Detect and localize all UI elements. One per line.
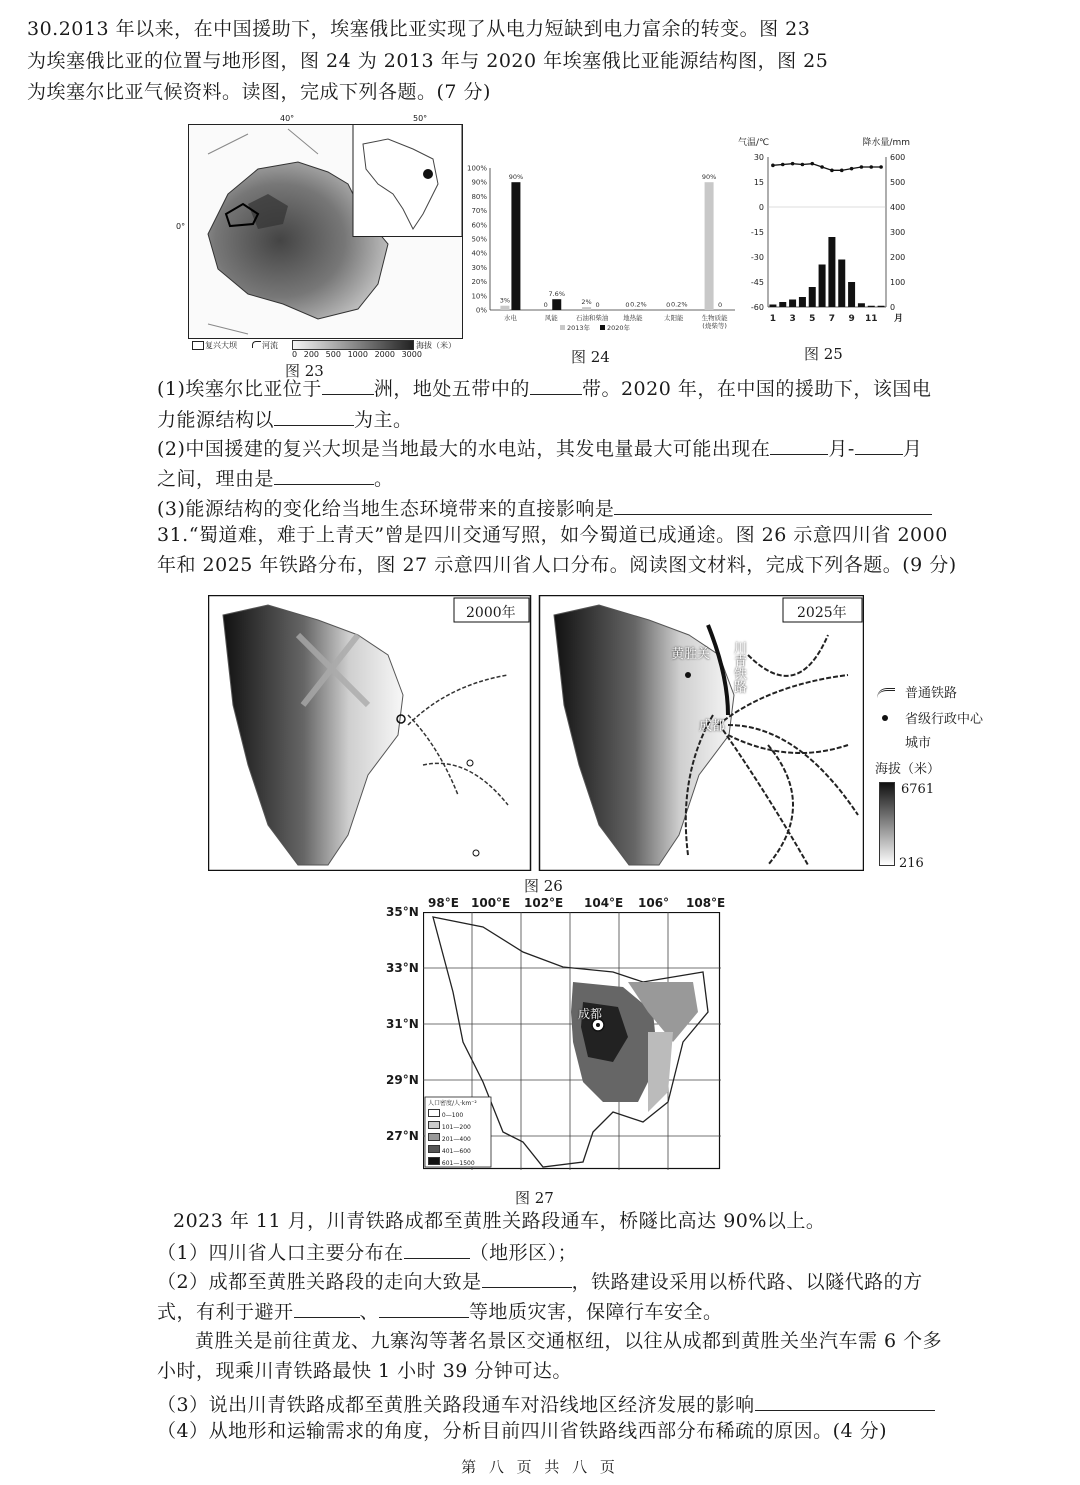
q30-q1-text-e: 为主。 (354, 409, 413, 431)
fig23-elev-tick: 500 (325, 350, 341, 359)
precip-tick-label: 200 (890, 253, 906, 262)
figure-27-population-map (423, 912, 721, 1170)
fig27-legend-label: 101—200 (441, 1124, 471, 1131)
fig27-legend-row-4 (428, 1145, 490, 1157)
fig23-elev-tick: 3000 (401, 350, 422, 359)
y-tick-label: 20% (471, 278, 487, 287)
legend-swatch-2020 (600, 325, 605, 330)
temp-point (810, 162, 814, 166)
data-label: 3% (499, 296, 511, 305)
q30-question-1-line-2 (157, 405, 413, 433)
data-label: 0 (543, 301, 548, 309)
fig27-legend (428, 1099, 490, 1169)
legend-swatch-2013 (560, 325, 565, 330)
precip-bar (819, 265, 826, 308)
fig27-legend-row-2 (428, 1121, 490, 1133)
q30-q3-blank-impact[interactable] (614, 494, 932, 515)
precip-bar (828, 237, 835, 307)
fig23-legend-river: 河流 (262, 341, 278, 350)
q31-q2-blank-hazard-1[interactable] (294, 1297, 360, 1318)
y-tick-label: 0% (475, 306, 487, 315)
temp-axis-label: 气温/℃ (738, 138, 770, 148)
fig27-legend-label: 0—100 (441, 1112, 464, 1119)
fig23-elev-tick: 200 (303, 350, 320, 359)
q31-q2-text-d: 、 (359, 1301, 380, 1323)
temp-tick-label: -15 (750, 228, 764, 237)
data-label: 7.6% (548, 290, 566, 299)
q30-q1-text-a: (1)埃塞尔比亚位于 (157, 378, 322, 400)
fig27-legend-label: 201—400 (441, 1136, 471, 1143)
fig23-lat-0: 0° (176, 222, 186, 231)
category-label: 地热能 (623, 314, 643, 322)
y-tick-label: 60% (471, 221, 487, 230)
q31-q2-text-c: 式，有利于避开 (157, 1301, 294, 1323)
month-tick-label: 5 (809, 314, 816, 324)
precip-bar (838, 260, 845, 308)
q30-q2-text-b: 月- (828, 438, 855, 460)
q31-intro-line-1: 31.“蜀道难，难于上青天”曾是四川交通写照，如今蜀道已成通途。图 26 示意四川省 2000 (157, 524, 948, 546)
fig27-lon-label: 102°E (524, 896, 564, 910)
month-tick-label: 11 (864, 314, 878, 324)
fig27-legend-swatch (428, 1157, 440, 1165)
y-tick-label: 10% (471, 292, 487, 301)
precip-tick-label: 500 (890, 178, 906, 187)
q31-material-2-line-2: 小时，现乘川青铁路最快 1 小时 39 分钟可达。 (157, 1360, 572, 1382)
q31-q2-text-e: 等地质灾害，保障行车安全。 (469, 1301, 723, 1323)
y-tick-label: 100% (466, 164, 487, 173)
figure-26-rail-maps (208, 595, 864, 871)
fig27-legend-swatch (428, 1121, 440, 1129)
fig26-year-2000: 2000年 (466, 605, 516, 621)
y-tick-label: 70% (471, 207, 487, 216)
q31-question-2-line-2 (157, 1297, 723, 1325)
q30-q1-blank-zone[interactable] (530, 374, 582, 395)
fig23-elev-ticks (292, 350, 422, 359)
temp-tick-label: -30 (750, 253, 764, 262)
temp-line (773, 164, 881, 171)
figure-23-map (176, 114, 463, 339)
q30-intro-line-2: 为埃塞俄比亚的位置与地形图，图 24 为 2013 年与 2020 年埃塞俄比亚能源结构图，图 25 (27, 50, 829, 72)
temp-point (860, 165, 864, 169)
fig26-legend-capital-1: 省级行政中心 (905, 712, 984, 727)
q31-intro-line-2: 年和 2025 年铁路分布，图 27 示意四川省人口分布。阅读图文材料，完成下列各题。(9 分) (157, 554, 957, 576)
precip-tick-label: 0 (890, 303, 896, 312)
temp-point (869, 165, 873, 169)
fig27-legend-label: 401—600 (441, 1148, 471, 1155)
precip-bar (769, 305, 776, 308)
temp-point (771, 164, 775, 168)
data-label: 2% (581, 298, 592, 307)
fig23-lon-50: 50° (413, 114, 428, 123)
fig26-elev-min: 216 (899, 856, 924, 871)
page-footer: 第 八 页 共 八 页 (461, 1458, 619, 1476)
precip-bar (789, 300, 796, 308)
bar-2013 (500, 306, 509, 310)
fig27-legend-row-5 (428, 1157, 490, 1169)
q31-material-2-line-1: 黄胜关是前往黄龙、九寨沟等著名景区交通枢纽，以往从成都到黄胜关坐汽车需 6 个多 (195, 1330, 943, 1352)
fig25-caption: 图 25 (804, 345, 843, 363)
temp-tick-label: -60 (750, 303, 764, 312)
fig26-elev-max: 6761 (901, 782, 935, 797)
q30-q1-text-d: 力能源结构以 (157, 409, 275, 431)
precip-bar (868, 306, 875, 307)
y-tick-label: 90% (471, 178, 487, 187)
fig27-lon-label: 106° (638, 896, 670, 910)
temp-point (781, 163, 785, 167)
fig27-lon-label: 104°E (584, 896, 624, 910)
y-tick-label: 80% (471, 192, 487, 201)
q31-q1-blank-region[interactable] (404, 1238, 470, 1259)
q31-q2-blank-direction[interactable] (482, 1267, 572, 1288)
fig27-lat-label: 33°N (386, 961, 419, 975)
data-label: 0 (625, 301, 630, 309)
fig24-caption: 图 24 (571, 348, 610, 366)
fig27-lat-label: 29°N (386, 1073, 419, 1087)
q31-q2-blank-hazard-2[interactable] (379, 1297, 469, 1318)
q30-q2-text-a: (2)中国援建的复兴大坝是当地最大的水电站，其发电量最大可能出现在 (157, 438, 771, 460)
q30-q2-text-d: 之间，理由是 (157, 468, 275, 490)
temp-point (820, 165, 824, 169)
precip-bar (848, 282, 855, 307)
q30-q1-blank-energy[interactable] (274, 405, 354, 426)
fig27-legend-swatch (428, 1133, 440, 1141)
bar-2020 (552, 299, 561, 310)
railway-line-icon (877, 688, 895, 699)
q30-q1-blank-continent[interactable] (322, 374, 374, 395)
dam-symbol-icon (192, 341, 204, 350)
category-label: 水电 (503, 314, 517, 322)
q30-q2-blank-end-month[interactable] (855, 434, 903, 455)
q30-q1-text-c: 带。2020 年，在中国的援助下，该国电 (581, 378, 932, 400)
y-tick-label: 30% (471, 263, 487, 272)
fig23-caption: 图 23 (285, 362, 324, 380)
q30-q2-text-e: 。 (374, 468, 394, 490)
fig23-legend-elev: 海拔（米） (416, 341, 456, 350)
temp-point (879, 165, 883, 169)
temp-tick-label: 0 (758, 203, 764, 212)
precip-tick-label: 300 (890, 228, 906, 237)
fig23-elev-tick: 1000 (347, 350, 368, 359)
fig27-lat-label: 31°N (386, 1017, 419, 1031)
precip-tick-label: 100 (890, 278, 906, 287)
q30-intro-line-1: 30.2013 年以来，在中国援助下，埃塞俄比亚实现了从电力短缺到电力富余的转变。图 23 (27, 18, 811, 40)
fig26-year-2025: 2025年 (797, 605, 847, 621)
temp-point (830, 169, 834, 173)
q31-question-1 (157, 1238, 577, 1266)
month-tick-label: 7 (828, 314, 836, 324)
precip-bar (858, 303, 865, 307)
precip-tick-label: 600 (890, 153, 906, 162)
temp-point (791, 162, 795, 166)
category-label: (烧柴等) (702, 322, 727, 330)
bar-2013 (705, 182, 714, 310)
month-tick-label: 3 (789, 314, 796, 324)
fig26-label-huangshengguan: 黄胜关 (671, 647, 711, 662)
y-tick-label: 40% (471, 249, 487, 258)
fig27-city-chengdu: 成都 (578, 1007, 603, 1021)
fig23-legend (192, 339, 467, 363)
category-label: 生物质能 (701, 314, 728, 322)
fig23-legend-dam: 复兴大坝 (205, 341, 237, 350)
q31-q3-blank-impact[interactable] (755, 1390, 935, 1411)
q30-q2-blank-start-month[interactable] (770, 434, 828, 455)
data-label: 0 (595, 301, 600, 309)
figure-25-climate-chart (738, 135, 918, 330)
data-label: 0.2% (670, 300, 688, 309)
fig27-legend-label: 601—1500 (441, 1160, 475, 1167)
temp-point (850, 167, 854, 171)
q31-question-4: （4）从地形和运输需求的角度，分析目前四川省铁路线西部分布稀疏的原因。(4 分) (157, 1420, 888, 1442)
fig27-legend-title: 人口密度/人·km⁻² (428, 1100, 477, 1107)
fig23-elev-tick: 2000 (374, 350, 395, 359)
fig27-lon-label: 98°E (428, 896, 459, 910)
q30-intro-line-3: 为埃塞尔比亚气候资料。读图，完成下列各题。(7 分) (27, 81, 491, 103)
fig27-caption: 图 27 (515, 1189, 554, 1207)
q31-question-2-line-1 (157, 1267, 923, 1295)
precip-bar (878, 306, 885, 307)
precip-bar (799, 297, 806, 307)
fig26-legend-elev: 海拔（米） (875, 762, 941, 777)
elevation-scale-bar (292, 340, 414, 350)
data-label: 90% (701, 173, 717, 182)
fig26-legend-capital-2: 城市 (905, 736, 932, 751)
precip-tick-label: 400 (890, 203, 906, 212)
fig27-legend-swatch (428, 1145, 440, 1153)
category-label: 风能 (544, 314, 558, 322)
temp-tick-label: 15 (753, 178, 764, 187)
data-label: 0.2% (630, 300, 647, 309)
temp-tick-label: 30 (753, 153, 764, 162)
fig26-elevation-scale (879, 782, 895, 866)
figure-24-energy-chart (462, 160, 742, 338)
month-tick-label: 1 (769, 314, 777, 324)
fig26-caption: 图 26 (524, 877, 563, 895)
temp-point (801, 163, 805, 167)
q31-q2-text-a: （2）成都至黄胜关路段的走向大致是 (157, 1271, 482, 1293)
fig23-lon-40: 40° (280, 114, 295, 123)
q31-q1-text-a: （1）四川省人口主要分布在 (157, 1242, 404, 1264)
data-label: 90% (508, 173, 524, 182)
q30-q2-blank-reason[interactable] (274, 464, 374, 485)
capital-city-icon (882, 715, 888, 721)
q30-question-2-line-1 (157, 434, 922, 462)
category-label: 太阳能 (664, 314, 684, 322)
legend-label-2020: 2020年 (607, 324, 631, 332)
month-unit-label: 月 (894, 314, 904, 324)
bar-2020 (511, 182, 520, 310)
legend-label-2013: 2013年 (567, 324, 591, 332)
q30-q3-text-a: (3)能源结构的变化给当地生态环境带来的直接影响是 (157, 498, 615, 520)
data-label: 0 (718, 301, 723, 309)
precip-bar (809, 287, 816, 307)
q30-question-3 (157, 494, 932, 522)
fig27-lon-label: 100°E (471, 896, 511, 910)
fig27-legend-row-1 (428, 1109, 490, 1121)
q31-question-3 (157, 1390, 935, 1418)
q30-q1-text-b: 洲，地处五带中的 (373, 378, 530, 400)
precip-axis-label: 降水量/mm (862, 138, 910, 148)
q31-q3-text-a: （3）说出川青铁路成都至黄胜关路段通车对沿线地区经济发展的影响 (157, 1394, 755, 1416)
fig26-legend-rail: 普通铁路 (905, 686, 958, 701)
fig27-lat-label: 35°N (386, 905, 419, 919)
data-label: 0 (666, 301, 671, 309)
y-tick-label: 50% (471, 235, 487, 244)
fig23-elev-tick: 0 (292, 350, 298, 359)
fig27-lon-label: 108°E (686, 896, 726, 910)
q30-question-2-line-2 (157, 464, 394, 492)
fig27-legend-swatch (428, 1109, 440, 1117)
q30-question-1-line-1 (157, 374, 931, 402)
fig26-label-chengdu: 成都 (699, 719, 726, 734)
q30-q2-text-c: 月 (902, 438, 923, 460)
q31-q2-text-b: ，铁路建设采用以桥代路、以隧代路的方 (571, 1271, 923, 1293)
fig26-label-chuanqing-railway: 川青铁路 (731, 641, 746, 693)
precip-bar (779, 302, 786, 307)
q31-material-1: 2023 年 11 月，川青铁路成都至黄胜关路段通车，桥隧比高达 90%以上。 (173, 1210, 826, 1232)
q31-q1-text-b: （地形区）； (469, 1242, 578, 1264)
river-symbol-icon (252, 341, 261, 348)
fig26-legend (875, 682, 995, 872)
category-label: 石油和柴油 (575, 314, 609, 322)
month-tick-label: 9 (848, 314, 855, 324)
fig27-legend-row-3 (428, 1133, 490, 1145)
temp-tick-label: -45 (750, 278, 764, 287)
bar-2013 (582, 307, 591, 310)
fig27-lat-label: 27°N (386, 1129, 419, 1143)
temp-point (840, 169, 844, 173)
